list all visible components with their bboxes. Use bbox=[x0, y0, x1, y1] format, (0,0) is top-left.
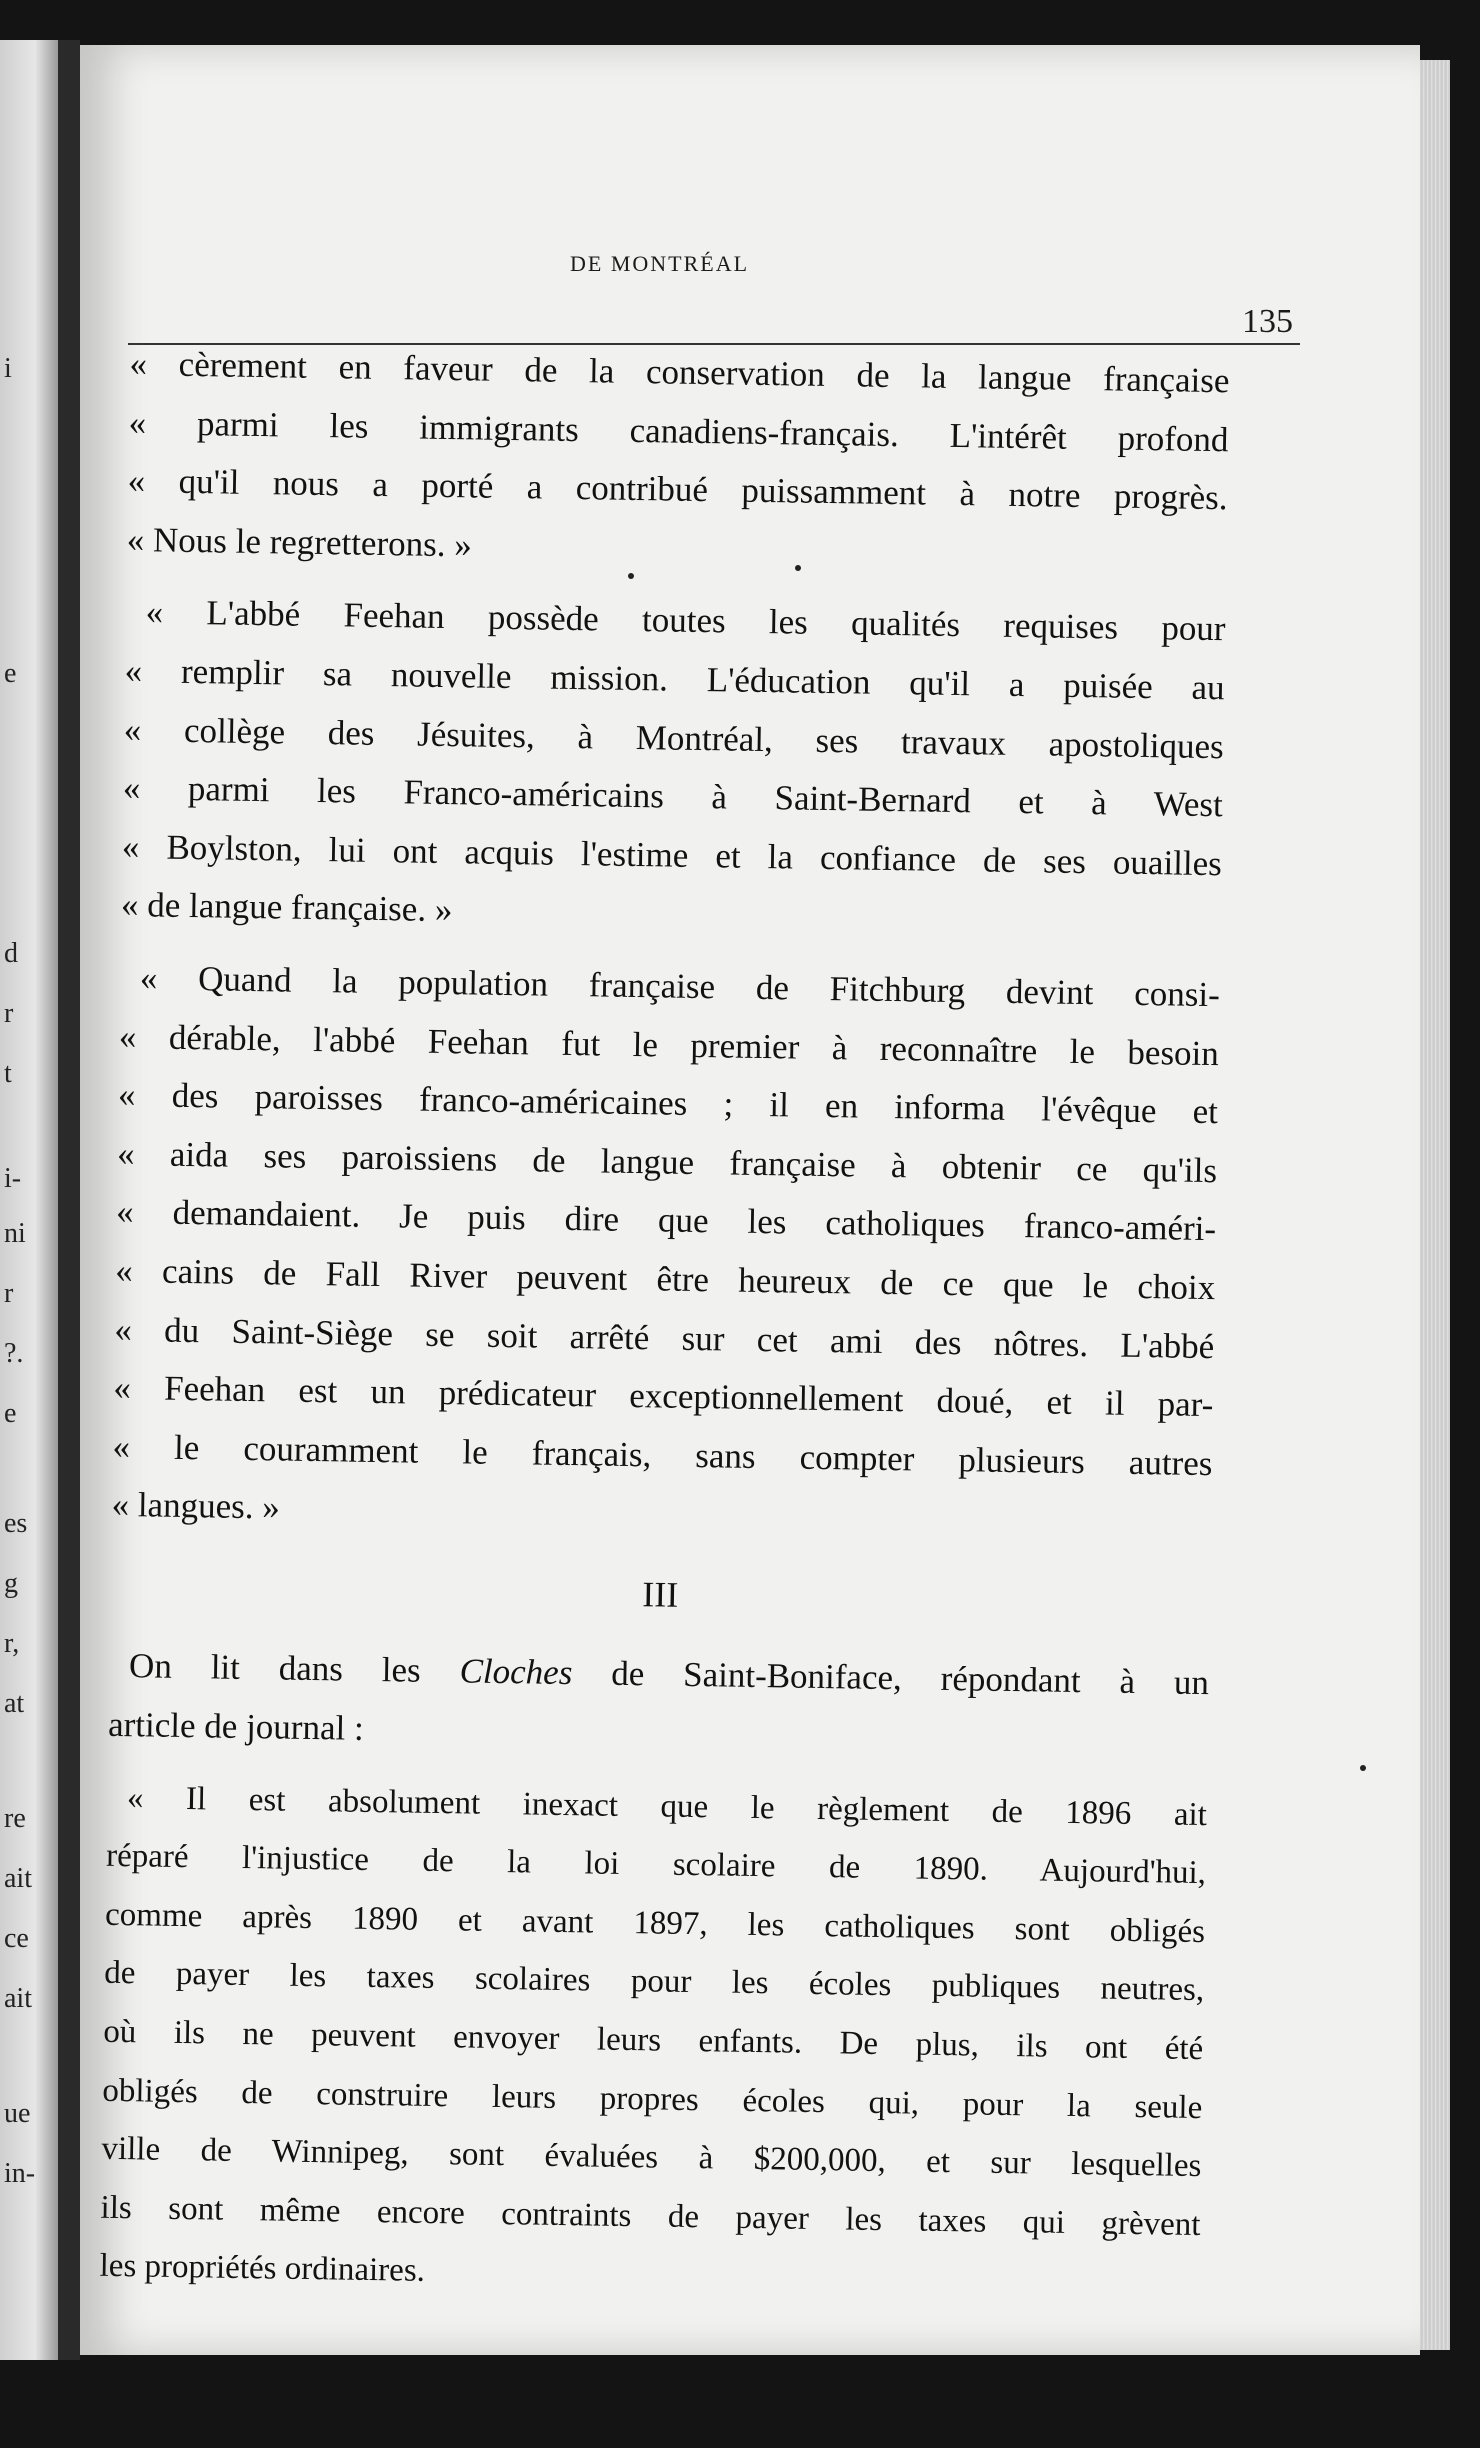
facing-page-fragment: ce bbox=[4, 1923, 29, 1954]
book-gutter bbox=[58, 40, 80, 2360]
text-line: « L'abbé Feehan possède toutes les qualités requises pour bbox=[145, 592, 1226, 649]
text-line: « demandaient. Je puis dire que les catholiques franco-améri- bbox=[115, 1192, 1217, 1249]
text-line: « Il est absolument inexact que le règlement de 1896 ait bbox=[126, 1779, 1208, 1833]
text-line: article de journal : bbox=[107, 1704, 365, 1748]
quote-paragraph bbox=[99, 1768, 1207, 2313]
text-line: obligés de construire leurs propres écoles qui, pour la seule bbox=[102, 2072, 1203, 2126]
facing-page-fragment: ait bbox=[4, 1863, 32, 1894]
text-line: comme après 1890 et avant 1897, les catholiques sont obligés bbox=[104, 1896, 1206, 1950]
facing-page-edge bbox=[0, 40, 58, 2360]
facing-page-fragment: i bbox=[4, 353, 12, 384]
facing-page-fragment: r, bbox=[4, 1628, 20, 1659]
facing-page-fragment: r bbox=[4, 1278, 14, 1309]
text-line: « dérable, l'abbé Feehan fut le premier à reconnaître le besoin bbox=[118, 1016, 1220, 1073]
paragraph bbox=[121, 583, 1226, 952]
text-line: « Nous le regretterons. » bbox=[126, 519, 473, 565]
text-line: « collège des Jésuites, à Montréal, ses travaux apostoliques bbox=[123, 709, 1224, 766]
page-body bbox=[99, 335, 1230, 2313]
intro-text: de Saint-Boniface, répondant à un bbox=[572, 1653, 1210, 1703]
text-line: « cèrement en faveur de la conservation de la langue française bbox=[129, 343, 1230, 401]
text-line: « des paroisses franco-américaines ; il en informa l'évêque et bbox=[117, 1075, 1219, 1132]
facing-page-fragment: ait bbox=[4, 1983, 32, 2014]
text-line: « cains de Fall River peuvent être heureux de ce que le choix bbox=[115, 1250, 1216, 1308]
text-line: « langues. » bbox=[111, 1485, 281, 1527]
text-line: « du Saint-Siège se soit arrêté sur cet ami des nôtres. L'abbé bbox=[114, 1309, 1215, 1366]
text-line: réparé l'injustice de la loi scolaire de 1890. Aujourd'hui, bbox=[105, 1838, 1207, 1892]
intro-text: On lit dans les bbox=[128, 1646, 460, 1691]
paragraph bbox=[111, 949, 1220, 1552]
facing-page-fragment: e bbox=[4, 658, 17, 689]
text-line: « aida ses paroissiens de langue française à obtenir ce qu'ils bbox=[116, 1133, 1218, 1190]
facing-page-fragment: at bbox=[4, 1688, 25, 1719]
text-line: « qu'il nous a porté a contribué puissamment à notre progrès. bbox=[127, 461, 1228, 518]
text-line: « remplir sa nouvelle mission. L'éducation qu'il a puisée au bbox=[124, 650, 1225, 708]
page-number: 135 bbox=[1242, 303, 1293, 340]
facing-page-fragment: t bbox=[4, 1058, 12, 1089]
intro-paragraph bbox=[108, 1637, 1210, 1771]
text-line: « parmi les Franco-américains à Saint-Bernard et à West bbox=[122, 768, 1224, 825]
text-line: « parmi les immigrants canadiens-français. L'intérêt profond bbox=[128, 402, 1229, 459]
paragraph bbox=[126, 335, 1230, 587]
text-line: « le couramment le français, sans compter plusieurs autres bbox=[112, 1426, 1213, 1483]
facing-page-fragment: in- bbox=[4, 2158, 36, 2189]
text-line: où ils ne peuvent envoyer leurs enfants. De plus, ils ont été bbox=[103, 2013, 1204, 2068]
text-line: ville de Winnipeg, sont évaluées à $200,000, et sur lesquelles bbox=[101, 2130, 1202, 2185]
text-line: « Feehan est un prédicateur exceptionnellement doué, et il par- bbox=[113, 1367, 1214, 1425]
facing-page-fragment: ?. bbox=[4, 1338, 24, 1369]
ink-speck bbox=[1360, 1765, 1366, 1771]
page-block-edge bbox=[1420, 60, 1450, 2350]
section-heading: III bbox=[641, 1574, 679, 1615]
text-line: « Quand la population française de Fitchburg devint consi- bbox=[139, 958, 1221, 1015]
text-line: « de langue française. » bbox=[120, 885, 453, 930]
facing-page-fragments bbox=[0, 40, 58, 2360]
facing-page-fragment: i- bbox=[4, 1163, 22, 1194]
facing-page-fragment: re bbox=[4, 1803, 26, 1834]
facing-page-fragment: d bbox=[4, 938, 18, 969]
facing-page-fragment: es bbox=[4, 1508, 28, 1539]
italic-title: Cloches bbox=[459, 1651, 573, 1693]
running-title: DE MONTRÉAL bbox=[570, 251, 750, 276]
facing-page-fragment: ni bbox=[4, 1218, 26, 1249]
text-line: les propriétés ordinaires. bbox=[99, 2248, 426, 2290]
text-line: de payer les taxes scolaires pour les écoles publiques neutres, bbox=[103, 1955, 1205, 2009]
text-line: ils sont même encore contraints de payer les taxes qui grèvent bbox=[100, 2189, 1201, 2243]
facing-page-fragment: ue bbox=[4, 2098, 31, 2129]
facing-page-fragment: r bbox=[4, 998, 14, 1029]
facing-page-fragment: g bbox=[4, 1568, 18, 1599]
text-line: « Boylston, lui ont acquis l'estime et la confiance de ses ouailles bbox=[121, 826, 1223, 883]
facing-page-fragment: e bbox=[4, 1398, 17, 1429]
